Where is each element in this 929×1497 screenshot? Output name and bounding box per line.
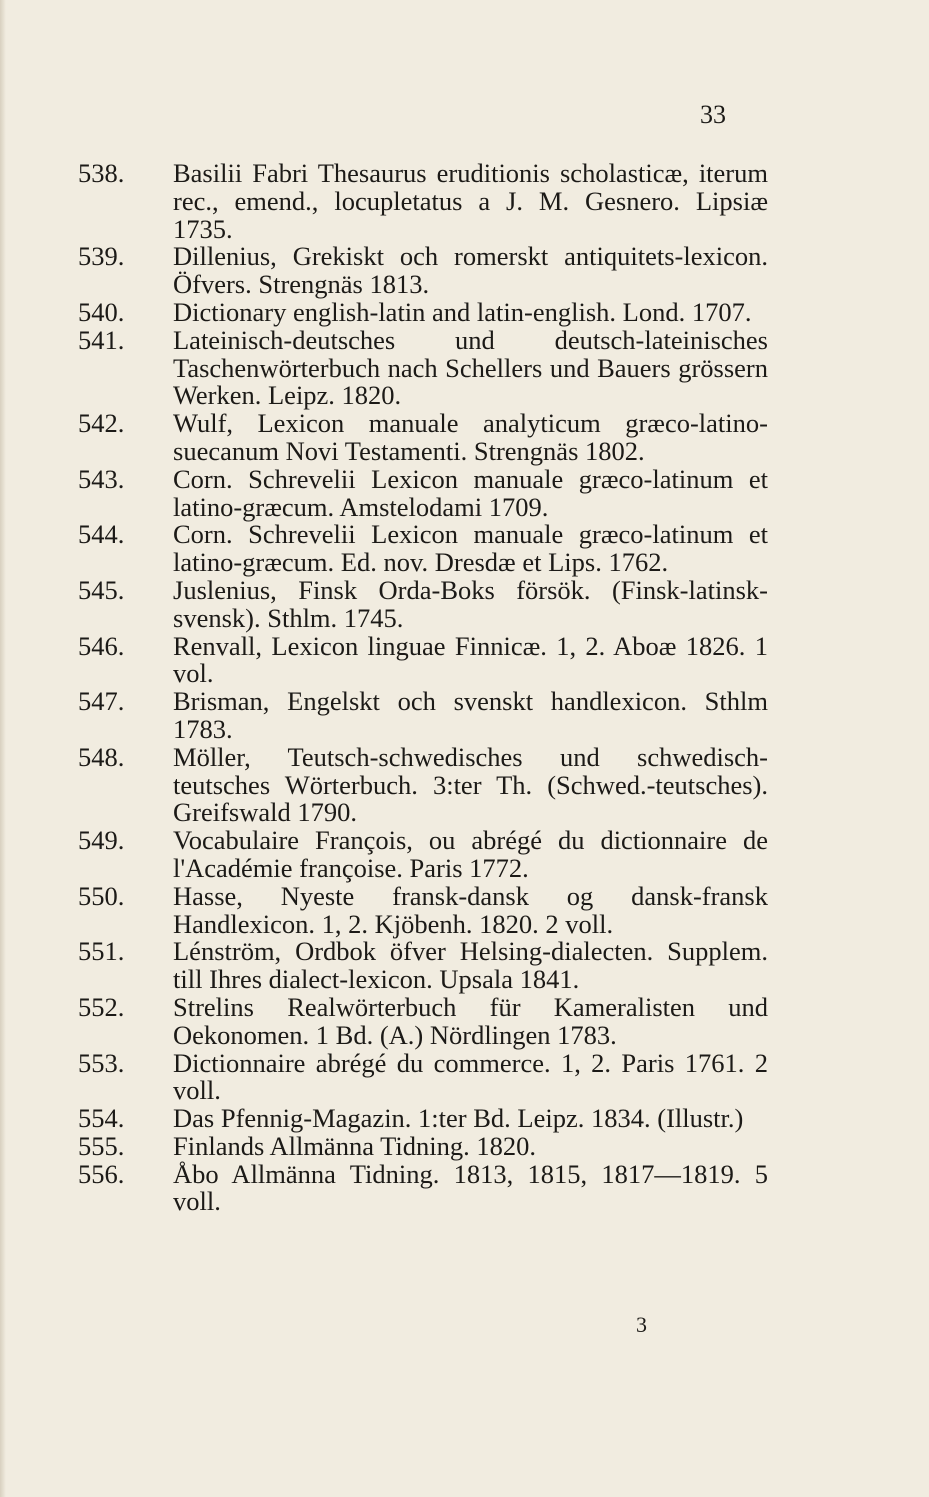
catalog-entry — [78, 1130, 768, 1161]
entry-number: 551. — [78, 936, 125, 967]
catalog-entry — [78, 991, 768, 1050]
entry-text: Corn. Schrevelii Lexicon manuale græco-latinum et latino-græcum. Amstelodami 1709. — [173, 463, 768, 522]
catalog-entry — [78, 243, 768, 299]
entry-number: 546. — [78, 630, 125, 661]
entry-number: 539. — [78, 241, 125, 272]
catalog-entry — [78, 296, 768, 327]
entry-text: Vocabulaire François, ou abrégé du dictionnaire de l'Académie françoise. Paris 1772. — [173, 825, 768, 883]
entry-text: Dillenius, Grekiskt och romerskt antiquitets-lexicon. Öfvers. Strengnäs 1813. — [173, 241, 768, 300]
catalog-entry — [78, 880, 768, 939]
entry-number: 550. — [78, 880, 125, 911]
entry-number: 543. — [78, 463, 125, 494]
page-edge-shadow — [0, 0, 6, 1497]
entry-text: Lateinisch-deutsches und deutsch-lateinisches Taschenwörterbuch nach Schellers und Bauers grössern Werken. Leipz. 1820. — [173, 324, 768, 411]
entry-number: 548. — [78, 741, 125, 772]
entry-number: 555. — [78, 1130, 125, 1161]
entry-number: 554. — [78, 1103, 125, 1134]
catalog-entry — [78, 574, 768, 633]
entry-number: 549. — [78, 825, 125, 856]
catalog-entry — [78, 630, 768, 689]
catalog-entry — [78, 827, 768, 883]
entry-number: 545. — [78, 574, 125, 605]
catalog-entry — [78, 741, 768, 828]
entry-number: 541. — [78, 324, 125, 355]
catalog-entry — [78, 1047, 768, 1106]
entry-text: Strelins Realwörterbuch für Kameralisten und Oekonomen. 1 Bd. (A.) Nördlingen 1783. — [173, 991, 768, 1050]
entry-text: Renvall, Lexicon linguae Finnicæ. 1, 2. Aboæ 1826. 1 vol. — [173, 630, 768, 689]
catalog-entry — [78, 410, 768, 466]
entry-text: Das Pfennig-Magazin. 1:ter Bd. Leipz. 1834. (Illustr.) — [173, 1103, 744, 1134]
catalog-entry — [78, 1158, 768, 1217]
catalog-entry — [78, 324, 768, 411]
signature-mark: 3 — [636, 1312, 647, 1337]
catalog-entry — [78, 688, 768, 744]
entry-text: Hasse, Nyeste fransk-dansk og dansk-fransk Handlexicon. 1, 2. Kjöbenh. 1820. 2 voll. — [173, 880, 768, 939]
catalog-entry — [78, 521, 768, 577]
entry-text: Brisman, Engelskt och svenskt handlexicon. Sthlm 1783. — [173, 686, 768, 744]
entry-text: Basilii Fabri Thesaurus eruditionis scholasticæ, iterum rec., emend., locupletatus a J. M. Gesnero. Lipsiæ 1735. — [173, 158, 768, 244]
entry-number: 552. — [78, 991, 125, 1022]
catalog-entries — [78, 160, 768, 1216]
entry-text: Dictionnaire abrégé du commerce. 1, 2. Paris 1761. 2 voll. — [173, 1047, 768, 1106]
entry-text: Dictionary english-latin and latin-english. Lond. 1707. — [173, 296, 752, 327]
page-number: 33 — [700, 100, 726, 129]
entry-text: Möller, Teutsch-schwedisches und schwedisch-teutsches Wörterbuch. 3:ter Th. (Schwed.-teutsches). Greifswald 1790. — [173, 741, 768, 828]
entry-number: 547. — [78, 686, 125, 717]
entry-text: Juslenius, Finsk Orda-Boks försök. (Finsk-latinsk-svensk). Sthlm. 1745. — [173, 574, 768, 633]
entry-text: Åbo Allmänna Tidning. 1813, 1815, 1817—1819. 5 voll. — [173, 1158, 768, 1217]
entry-number: 542. — [78, 408, 125, 439]
entry-text: Corn. Schrevelii Lexicon manuale græco-latinum et latino-græcum. Ed. nov. Dresdæ et Lips. 1762. — [173, 519, 768, 578]
catalog-entry — [78, 160, 768, 243]
entry-text: Lénström, Ordbok öfver Helsing-dialecten. Supplem. till Ihres dialect-lexicon. Upsala 1841. — [173, 936, 768, 995]
catalog-entry — [78, 938, 768, 994]
catalog-entry — [78, 1105, 768, 1133]
catalog-entry — [78, 463, 768, 522]
entry-number: 540. — [78, 296, 125, 327]
entry-number: 538. — [78, 158, 125, 188]
entry-number: 556. — [78, 1158, 125, 1189]
entry-text: Wulf, Lexicon manuale analyticum græco-latino-suecanum Novi Testamenti. Strengnäs 1802. — [173, 408, 768, 466]
entry-text: Finlands Allmänna Tidning. 1820. — [173, 1130, 536, 1161]
entry-number: 544. — [78, 519, 125, 550]
entry-number: 553. — [78, 1047, 125, 1078]
